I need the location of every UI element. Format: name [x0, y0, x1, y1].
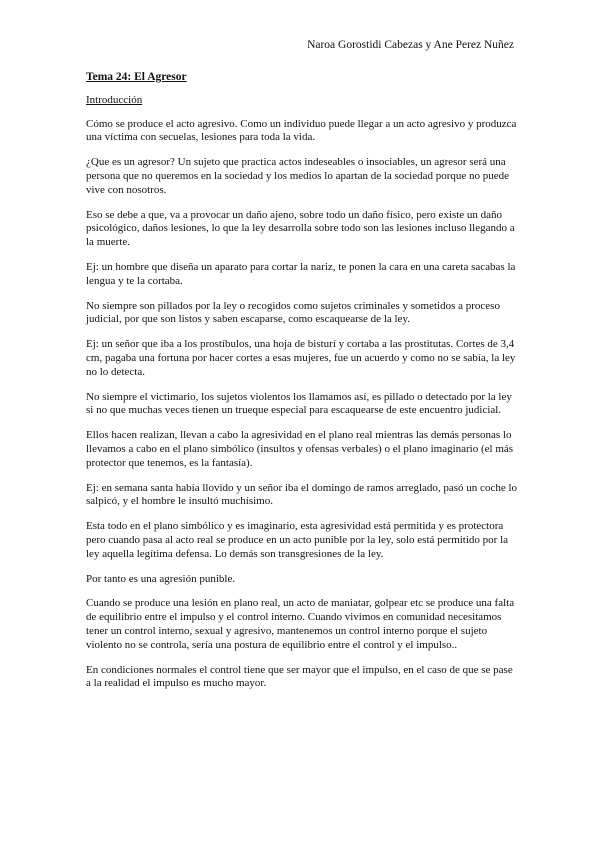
paragraph: Ellos hacen realizan, llevan a cabo la agresividad en el plano real mientras las demás personas lo llevamos a cabo en el plano simbólico (insultos y ofensas verbales) o el plano imaginario (el más protector que tenemos, es la fantasía).	[86, 429, 514, 469]
paragraph: Por tanto es una agresión punible.	[86, 572, 236, 585]
paragraph: Ej: en semana santa había llovido y un señor iba el domingo de ramos arreglado, pasó un coche lo salpicó, y el hombre le insultó muchísimo.	[86, 481, 518, 508]
paragraph: Cuando se produce una lesión en plano real, un acto de maniatar, golpear etc se produce una falta de equilibrio entre el impulso y el control interno. Cuando vivimos en comunidad necesitamos tener un control interno, sexual y agresivo, mantenemos un control interno porque el sujeto violento no se controla, sería una postura de equilibrio entre el control y el impulso..	[86, 597, 515, 651]
document-title: Tema 24: El Agresor	[86, 71, 187, 83]
paragraph: Cómo se produce el acto agresivo. Como un individuo puede llegar a un acto agresivo y produzca una víctima con secuelas, lesiones para toda la vida.	[86, 117, 517, 144]
paragraph: Ej: un hombre que diseña un aparato para cortar la nariz, te ponen la cara en una careta sacabas la lengua y te la cortaba.	[86, 260, 516, 287]
document-body	[86, 71, 518, 702]
paragraph: Ej: un señor que iba a los prostíbulos, una hoja de bisturí y cortaba a las prostitutas. Cortes de 3,4 cm, pagaba una fortuna por hacer cortes a esas mujeres, fue un acuerdo y como no se sabía, la ley no lo detecta.	[86, 338, 516, 378]
paragraph: No siempre son pillados por la ley o recogidos como sujetos criminales y sometidos a proceso judicial, por que son listos y saben escaparse, como escaquearse de la ley.	[86, 299, 500, 326]
paragraph: Esta todo en el plano simbólico y es imaginario, esta agresividad está permitida y es protectora pero cuando pasa al acto real se produce en un acto punible por la ley, solo está permitido por la ley aquella legítima defensa. Lo demás son transgresiones de la ley.	[86, 520, 509, 560]
paragraph: ¿Que es un agresor? Un sujeto que practica actos indeseables o insociables, un agresor será una persona que no queremos en la sociedad y los medios lo apartan de la sociedad porque no puede vive con nosotros.	[86, 156, 510, 196]
section-heading: Introducción	[86, 93, 143, 106]
page-header-authors: Naroa Gorostidi Cabezas y Ane Perez Nuñez	[307, 39, 514, 51]
paragraph: No siempre el victimario, los sujetos violentos los llamamos así, es pillado o detectado por la ley si no que muchas veces tienen un trueque especial para escaquearse de este encuentro judicial.	[86, 390, 512, 417]
paragraph: En condiciones normales el control tiene que ser mayor que el impulso, en el caso de que se pase a la realidad el impulso es mucho mayor.	[86, 663, 513, 690]
paragraph: Eso se debe a que, va a provocar un daño ajeno, sobre todo un daño físico, pero existe un daño psicológico, daños lesiones, lo que la ley desarrolla sobre todo son las lesiones incluso llegando a la muerte.	[86, 208, 515, 249]
